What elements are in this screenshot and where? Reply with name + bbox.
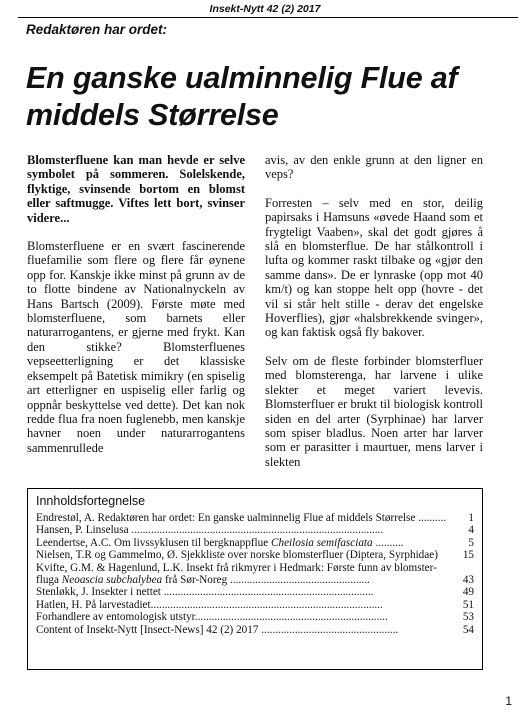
- article-lead: Blomsterfluene kan man hevde er selve symbolet på sommeren. Solelskende, flyktige, svinsende bortom en blomst eller saftmugge. Viftes lett bort, svinser videre...: [27, 153, 245, 225]
- running-header: Insekt-Nytt 42 (2) 2017: [209, 3, 321, 15]
- toc-entry-page: 54: [462, 623, 474, 636]
- toc-entry-text: Hansen, P. Linselusa ..........................................................................................: [36, 524, 384, 537]
- toc-entry[interactable]: [36, 574, 474, 586]
- toc-entry[interactable]: [36, 586, 474, 598]
- page-number: 1: [505, 694, 512, 708]
- toc-entry-page: 53: [462, 611, 474, 624]
- toc-entry-text: Endrestøl, A. Redaktøren har ordet: En ganske ualminnelig Flue af middels Størrelse ..........: [36, 512, 447, 524]
- header-rule: [18, 17, 518, 18]
- toc-entry-text: Forhandlere av entomologisk utstyr.....................................................................: [36, 611, 388, 624]
- toc-entry-text: Content of Insekt-Nytt [Insect-News] 42 (2) 2017 .................................................: [36, 623, 399, 636]
- toc-entry-page: 43: [462, 574, 474, 587]
- toc-entry-text: Nielsen, T.R og Gammelmo, Ø. Sjekkliste over norske blomsterfluer (Diptera, Syrphidae): [36, 549, 438, 562]
- toc-entry-page: 49: [462, 586, 474, 599]
- table-of-contents: [27, 488, 483, 670]
- toc-entry-text: Hatlen, H. På larvestadiet...................................................................................: [36, 598, 383, 611]
- article-paragraph-2: Forresten – selv med en stor, deilig papirsaks i Hamsuns «øvede Haand som et frygteligt Vaaben», skal det godt gjøres å slå en blomsterflue. De har stålkontroll i lufta og kommer raskt tilbake og «gjør den samme dans». De er lynraske (opp mot 40 km/t) og kan stoppe helt opp (hovre - det vil si står helt stille - derav det engelske Hoverflies), gjør «halsbrekkende svinger», og kan faktisk også fly bakover.: [265, 195, 483, 340]
- toc-list: [36, 512, 474, 636]
- toc-entry-text: Stenløkk, J. Insekter i nettet ...........................................................................: [36, 586, 374, 599]
- toc-entry-page: 51: [462, 598, 474, 611]
- article-paragraph-3: Selv om de fleste forbinder blomsterfluer med blomsterenga, har larvene i ulike slekter et meget variert levevis. Blomsterfluer er brukt til biologisk kontroll siden en del arter (Syrphinae) har larver som spiser bladlus. Noen arter har larver som er parasitter i maurtuer, mens larver i slekten: [265, 353, 483, 469]
- toc-entry[interactable]: [36, 549, 474, 561]
- article-paragraph-1: Blomsterfluene er en svært fascinerende fluefamilie som flere og flere får øynene opp for. Kanskje ikke minst på grunn av de to flotte bindene av Nationalnyckeln av Hans Bartsch (2009). Første møte med blomsterfluene, som barnets eller naturarrogantens, er gjerne med frykt. Kan den stikke? Blomsterfluenes vepseetterligning er det klassiske eksempelt på Batetisk mimikry (en spiselig art etterligner en uspiselig eller farlig og oppnår beskyttelse ved dette). Det kan nok redde flua fra noen fuglenebb, men kanskje havner noen under naturarrogantens sammenrullede: [27, 239, 245, 455]
- toc-entry-page: 4: [468, 524, 474, 537]
- toc-entry-text-after: ..........: [372, 536, 404, 549]
- toc-entry[interactable]: [36, 624, 474, 636]
- toc-entry-species-name: Cheilosia semifasciata: [271, 536, 373, 549]
- toc-entry-text-before: Leendertse, A.C. Om livssyklusen til bergknappflue: [36, 536, 272, 549]
- text-column-right: [265, 153, 483, 483]
- toc-title: Innholdsfortegnelse: [36, 494, 146, 508]
- toc-entry-species-name: Neoascia subchalybea: [61, 574, 163, 587]
- toc-entry[interactable]: [36, 562, 474, 574]
- text-column-left: [27, 153, 245, 483]
- toc-entry-page: 5: [468, 536, 474, 549]
- toc-entry[interactable]: [36, 537, 474, 549]
- toc-entry-text-after: frå Sør-Noreg ..................................................: [162, 574, 370, 587]
- article-paragraph-1-continued: avis, av den enkle grunn at den ligner en veps?: [265, 153, 483, 182]
- toc-entry[interactable]: [36, 599, 474, 611]
- toc-entry-text: Kvifte, G.M. & Hagenlund, L.K. Insekt frå rikmyrer i Hedmark: Første funn av blomster-: [36, 561, 437, 574]
- toc-entry[interactable]: [36, 512, 474, 524]
- article-kicker: Redaktøren har ordet:: [26, 22, 168, 37]
- toc-entry-text: [36, 537, 462, 549]
- toc-entry-text-before: fluga: [36, 574, 62, 587]
- toc-entry-page: 1: [468, 512, 474, 524]
- toc-entry-text: [36, 574, 457, 586]
- toc-entry[interactable]: [36, 524, 474, 536]
- article-title: En ganske ualminnelig Flue af middels Størrelse: [26, 61, 458, 132]
- toc-entry[interactable]: [36, 611, 474, 623]
- toc-entry-page: 15: [462, 549, 474, 562]
